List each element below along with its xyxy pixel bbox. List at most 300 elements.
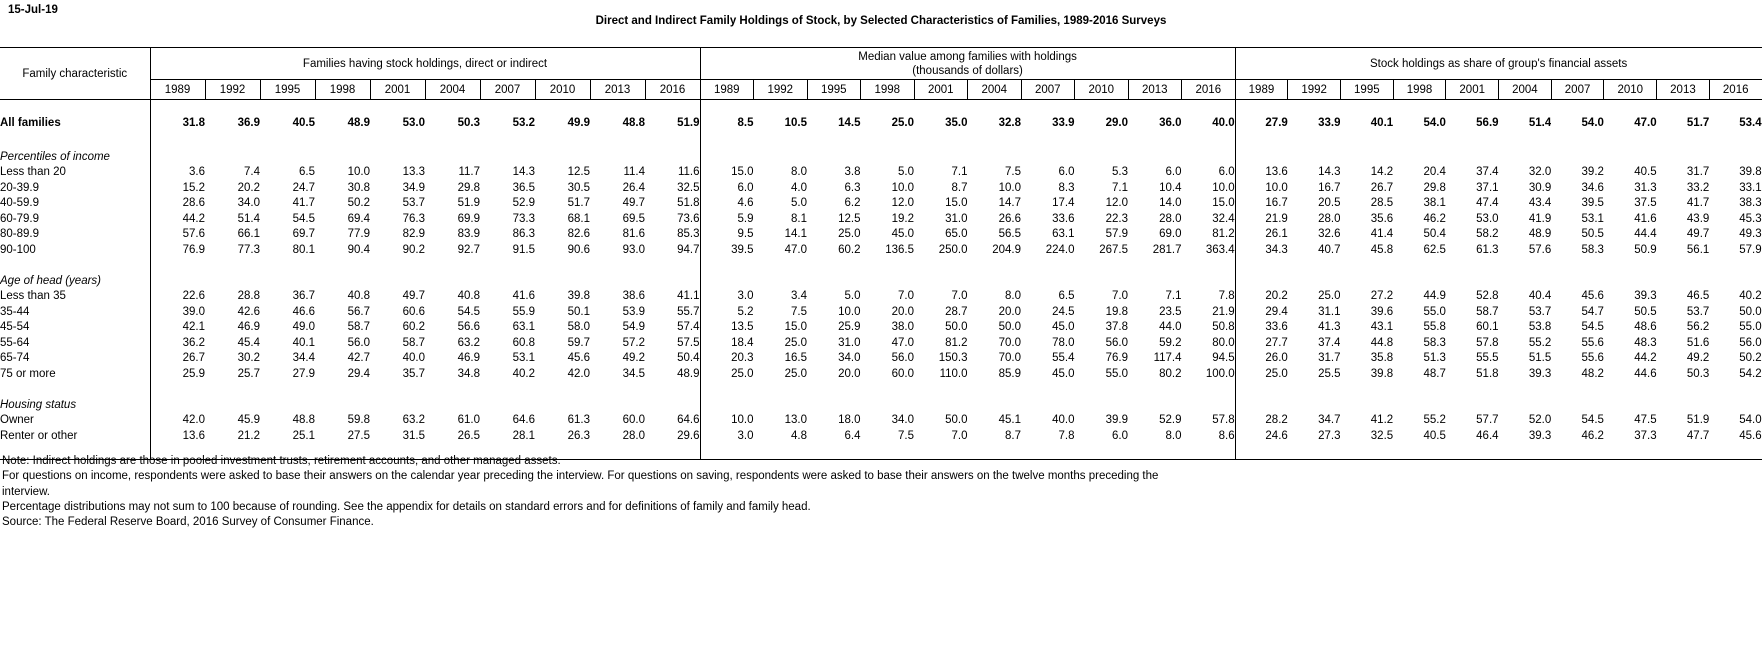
cell: 42.6 [237, 305, 260, 318]
cell: 33.6 [1235, 320, 1288, 336]
cell: 64.6 [677, 414, 700, 427]
cell: 15.0 [945, 197, 968, 210]
cell [1340, 100, 1393, 116]
table-row [0, 211, 1762, 227]
cell: 54.2 [1739, 367, 1762, 380]
cell: 54.5 [1581, 321, 1604, 334]
cell [425, 382, 480, 398]
cell: 25.0 [784, 367, 808, 380]
cell: 39.8 [1370, 367, 1394, 380]
cell: 6.0 [1165, 166, 1182, 179]
cell: 6.0 [1218, 166, 1235, 179]
cell [590, 258, 645, 274]
cell [370, 100, 425, 116]
cell: 12.0 [1105, 197, 1129, 210]
cell: 23.5 [1159, 305, 1182, 318]
cell: 8.7 [1005, 429, 1022, 442]
cell [754, 149, 808, 165]
cell: 57.8 [1476, 336, 1499, 349]
cell: 36.5 [512, 181, 535, 194]
cell [1235, 100, 1288, 116]
cell: 26.0 [1235, 351, 1288, 367]
cell: 51.8 [677, 197, 700, 210]
cell: 15.0 [1212, 197, 1235, 210]
cell [315, 273, 370, 289]
cell [1075, 149, 1129, 165]
cell [645, 100, 700, 116]
cell: 14.3 [512, 166, 535, 179]
cell: 37.5 [1634, 197, 1657, 210]
cell: 36.2 [150, 335, 205, 351]
cell: 13.3 [402, 166, 425, 179]
cell: 25.0 [838, 228, 861, 241]
cell: 8.0 [1165, 429, 1182, 442]
cell: 33.2 [1686, 181, 1710, 194]
cell: 82.9 [402, 228, 425, 241]
cell [425, 149, 480, 165]
cell [1075, 131, 1129, 149]
cell [1182, 258, 1236, 274]
cell: 58.3 [1423, 336, 1446, 349]
cell: 69.5 [622, 212, 645, 225]
cell [590, 100, 645, 116]
cell: 3.8 [844, 166, 861, 179]
cell: 44.8 [1370, 336, 1394, 349]
cell [1604, 444, 1657, 460]
cell [150, 273, 205, 289]
cell: 8.1 [791, 212, 808, 225]
cell: 13.0 [784, 414, 808, 427]
cell [1340, 258, 1393, 274]
cell [1446, 100, 1499, 116]
cell: 54.9 [622, 321, 645, 334]
year-header: 1989 [1235, 80, 1288, 100]
cell: 29.4 [347, 367, 370, 380]
cell: 60.1 [1476, 321, 1499, 334]
cell [1709, 149, 1762, 165]
cell: 51.3 [1423, 352, 1446, 365]
year-header: 2001 [914, 80, 968, 100]
cell: 250.0 [938, 243, 968, 256]
cell [1021, 149, 1075, 165]
cell: 40.5 [1634, 166, 1657, 179]
cell: 60.2 [402, 321, 425, 334]
cell: 50.5 [1581, 228, 1604, 241]
cell [1393, 382, 1446, 398]
cell [861, 397, 915, 413]
cell: 51.7 [567, 197, 590, 210]
cell [1393, 131, 1446, 149]
cell: 150.3 [938, 352, 968, 365]
cell: 20.3 [700, 351, 754, 367]
cell [260, 100, 315, 116]
cell [1340, 382, 1393, 398]
cell: 65.0 [945, 228, 968, 241]
cell [1235, 149, 1288, 165]
cell: 56.0 [1105, 336, 1129, 349]
cell [205, 382, 260, 398]
cell: 25.0 [1318, 290, 1341, 303]
cell: 32.0 [1528, 166, 1552, 179]
cell [807, 397, 861, 413]
cell [205, 100, 260, 116]
year-header: 1992 [205, 80, 260, 100]
cell: 53.7 [1686, 305, 1710, 318]
cell [754, 131, 808, 149]
cell: 70.0 [998, 352, 1022, 365]
table-row [0, 413, 1762, 429]
cell: 26.4 [622, 181, 645, 194]
cell [1182, 444, 1236, 460]
spacer-row [0, 258, 1762, 274]
cell: 20.4 [1423, 166, 1446, 179]
cell: 46.6 [292, 305, 315, 318]
cell: 45.4 [237, 336, 260, 349]
row-label: Owner [0, 413, 150, 429]
cell: 54.5 [292, 212, 315, 225]
cell: 60.0 [891, 367, 915, 380]
cell: 20.0 [838, 367, 861, 380]
cell: 80.1 [292, 243, 315, 256]
cell [1499, 273, 1552, 289]
cell [1182, 131, 1236, 149]
cell: 28.6 [150, 196, 205, 212]
cell [1499, 149, 1552, 165]
cell [1182, 100, 1236, 116]
cell [535, 382, 590, 398]
note-line: Note: Indirect holdings are those in pooled investment trusts, retirement accounts, and other managed assets. [2, 455, 561, 467]
cell: 6.0 [700, 180, 754, 196]
cell: 77.9 [347, 228, 370, 241]
cell [1393, 100, 1446, 116]
row-label: Less than 35 [0, 289, 150, 305]
table-row [0, 320, 1762, 336]
cell: 53.7 [1528, 305, 1552, 318]
cell: 28.8 [237, 290, 260, 303]
cell: 54.5 [457, 305, 480, 318]
cell: 47.5 [1634, 414, 1657, 427]
section-heading: Age of head (years) [0, 273, 150, 289]
cell: 26.7 [150, 351, 205, 367]
cell: 51.4 [237, 212, 260, 225]
cell: 47.0 [784, 243, 808, 256]
cell: 7.8 [1058, 429, 1075, 442]
cell: 39.9 [1105, 414, 1129, 427]
cell: 16.7 [1235, 196, 1288, 212]
cell [1075, 100, 1129, 116]
table-row [0, 227, 1762, 243]
cell: 59.2 [1159, 336, 1182, 349]
cell: 40.7 [1318, 243, 1341, 256]
cell: 26.7 [1370, 181, 1394, 194]
cell: 33.9 [1318, 117, 1341, 130]
group-title: Median value among families with holdings [858, 50, 1077, 63]
cell [1340, 444, 1393, 460]
cell [861, 149, 915, 165]
cell [1709, 444, 1762, 460]
cell: 25.7 [237, 367, 260, 380]
cell: 7.0 [951, 429, 968, 442]
cell: 8.3 [1058, 181, 1075, 194]
cell [535, 273, 590, 289]
row-label: 60-79.9 [0, 211, 150, 227]
cell: 34.0 [891, 414, 915, 427]
cell [205, 273, 260, 289]
cell: 69.4 [347, 212, 370, 225]
cell: 42.0 [150, 413, 205, 429]
year-header: 1989 [150, 80, 205, 100]
cell: 45.9 [237, 414, 260, 427]
cell: 136.5 [885, 243, 915, 256]
cell: 27.9 [292, 367, 315, 380]
cell: 57.5 [677, 336, 700, 349]
cell: 81.2 [1212, 228, 1235, 241]
cell [1657, 149, 1710, 165]
cell: 25.9 [150, 366, 205, 382]
cell [535, 131, 590, 149]
cell [700, 149, 754, 165]
spacer-row [0, 382, 1762, 398]
cell [150, 100, 205, 116]
cell: 51.8 [1476, 367, 1499, 380]
cell: 49.3 [1739, 228, 1762, 241]
cell: 14.2 [1370, 166, 1394, 179]
cell: 37.8 [1105, 321, 1129, 334]
cell [968, 382, 1022, 398]
cell: 78.0 [1052, 336, 1075, 349]
cell: 22.3 [1105, 212, 1129, 225]
cell [205, 131, 260, 149]
cell [754, 273, 808, 289]
cell: 24.7 [292, 181, 315, 194]
cell: 37.4 [1476, 166, 1499, 179]
cell: 46.5 [1686, 290, 1710, 303]
cell: 56.7 [347, 305, 370, 318]
cell [1075, 258, 1129, 274]
cell [260, 397, 315, 413]
cell: 51.7 [1686, 117, 1710, 130]
cell: 44.2 [150, 211, 205, 227]
cell: 50.2 [1739, 352, 1762, 365]
table-row [0, 242, 1762, 258]
cell: 34.0 [237, 197, 260, 210]
cell: 49.9 [567, 117, 590, 130]
cell [480, 100, 535, 116]
cell: 44.9 [1423, 290, 1446, 303]
cell: 4.8 [791, 429, 808, 442]
cell: 60.6 [402, 305, 425, 318]
cell: 8.0 [1005, 290, 1022, 303]
cell: 44.4 [1634, 228, 1657, 241]
cell: 62.5 [1423, 243, 1446, 256]
cell: 31.0 [838, 336, 861, 349]
cell [1551, 382, 1604, 398]
cell [861, 273, 915, 289]
report-date: 15-Jul-19 [8, 4, 58, 16]
cell [425, 258, 480, 274]
cell: 63.2 [402, 414, 425, 427]
cell: 51.9 [457, 197, 480, 210]
cell [1604, 131, 1657, 149]
cell: 10.5 [784, 117, 808, 130]
row-label: 20-39.9 [0, 180, 150, 196]
cell: 61.3 [1476, 243, 1499, 256]
cell: 6.3 [844, 181, 861, 194]
cell: 50.1 [567, 305, 590, 318]
cell: 60.8 [512, 336, 535, 349]
cell: 31.1 [1318, 305, 1341, 318]
cell: 7.8 [1218, 290, 1235, 303]
cell: 41.7 [292, 197, 315, 210]
cell [315, 258, 370, 274]
cell [1021, 100, 1075, 116]
cell [1340, 149, 1393, 165]
cell: 40.2 [1739, 290, 1762, 303]
cell: 49.7 [1686, 228, 1710, 241]
cell: 55.0 [1739, 321, 1762, 334]
cell: 25.5 [1318, 367, 1341, 380]
cell [1499, 131, 1552, 149]
row-label: 40-59.9 [0, 196, 150, 212]
cell: 40.2 [512, 367, 535, 380]
cell: 7.0 [898, 290, 915, 303]
cell [700, 397, 754, 413]
cell: 92.7 [457, 243, 480, 256]
cell [260, 273, 315, 289]
cell: 25.0 [784, 336, 808, 349]
cell: 55.8 [1423, 321, 1446, 334]
cell [968, 273, 1022, 289]
cell: 76.9 [1105, 352, 1129, 365]
row-label: 80-89.9 [0, 227, 150, 243]
cell [1393, 397, 1446, 413]
cell: 55.6 [1581, 352, 1604, 365]
cell [1182, 382, 1236, 398]
year-header: 1992 [754, 80, 808, 100]
cell: 40.0 [1212, 117, 1235, 130]
year-header: 2016 [1709, 80, 1762, 100]
cell [1551, 149, 1604, 165]
cell [645, 149, 700, 165]
cell: 46.2 [1581, 429, 1604, 442]
cell [1604, 149, 1657, 165]
cell: 28.2 [1235, 413, 1288, 429]
holdings-table [0, 47, 1762, 460]
year-header: 1998 [861, 80, 915, 100]
cell [645, 131, 700, 149]
cell: 10.0 [998, 181, 1022, 194]
note-line: For questions on income, respondents were asked to base their answers on the calendar year preceding the interview. For questions on saving, respondents were asked to base their answers on the twelve months preceding the [2, 470, 1159, 483]
cell: 31.3 [1634, 181, 1657, 194]
cell: 10.0 [1235, 180, 1288, 196]
cell [535, 100, 590, 116]
cell: 42.1 [150, 320, 205, 336]
year-header: 2016 [645, 80, 700, 100]
cell: 39.3 [1528, 367, 1552, 380]
cell [1551, 100, 1604, 116]
cell: 10.0 [347, 166, 370, 179]
table-row [0, 289, 1762, 305]
cell: 45.1 [998, 414, 1022, 427]
cell: 32.6 [1318, 228, 1341, 241]
cell [1604, 273, 1657, 289]
cell: 45.6 [1739, 429, 1762, 442]
cell: 7.5 [791, 305, 808, 318]
cell [315, 397, 370, 413]
group-header-row [0, 48, 1762, 80]
cell: 38.3 [1739, 197, 1762, 210]
cell: 19.8 [1105, 305, 1129, 318]
cell: 56.2 [1686, 321, 1710, 334]
cell [914, 131, 968, 149]
cell: 24.5 [1052, 305, 1075, 318]
cell: 69.0 [1159, 228, 1182, 241]
cell: 31.8 [150, 116, 205, 132]
cell: 34.9 [402, 181, 425, 194]
cell: 80.0 [1212, 336, 1235, 349]
cell [700, 258, 754, 274]
cell: 38.6 [622, 290, 645, 303]
cell [1235, 397, 1288, 413]
cell [1021, 397, 1075, 413]
cell: 57.8 [1212, 414, 1235, 427]
cell: 35.0 [945, 117, 968, 130]
table-row [0, 196, 1762, 212]
row-label: 90-100 [0, 242, 150, 258]
cell [914, 382, 968, 398]
cell: 20.0 [998, 305, 1022, 318]
cell: 41.4 [1370, 228, 1394, 241]
cell: 11.7 [458, 166, 480, 179]
cell: 33.6 [1052, 212, 1075, 225]
cell: 30.2 [237, 352, 260, 365]
spacer-row [0, 131, 1762, 149]
cell: 61.0 [457, 414, 480, 427]
cell: 19.2 [891, 212, 915, 225]
cell [1021, 131, 1075, 149]
cell [1446, 382, 1499, 398]
cell [1021, 382, 1075, 398]
cell [1075, 382, 1129, 398]
cell: 40.0 [1052, 414, 1075, 427]
cell: 37.1 [1476, 181, 1499, 194]
cell: 39.0 [150, 304, 205, 320]
cell: 14.5 [838, 117, 861, 130]
cell: 35.7 [402, 367, 425, 380]
cell: 41.7 [1686, 197, 1710, 210]
cell: 50.8 [1212, 321, 1235, 334]
cell: 40.5 [292, 117, 315, 130]
cell: 56.6 [457, 321, 480, 334]
cell: 55.0 [1423, 305, 1446, 318]
cell: 28.0 [1159, 212, 1182, 225]
cell: 41.6 [1634, 212, 1657, 225]
cell [645, 258, 700, 274]
cell: 39.5 [700, 242, 754, 258]
cell [968, 131, 1022, 149]
column-group-header-incidence [150, 48, 700, 80]
cell [150, 131, 205, 149]
cell: 50.4 [677, 352, 700, 365]
cell: 55.7 [677, 305, 700, 318]
cell: 29.4 [1235, 304, 1288, 320]
cell: 55.2 [1528, 336, 1552, 349]
cell [645, 382, 700, 398]
cell: 281.7 [1152, 243, 1182, 256]
section-heading-row [0, 149, 1762, 165]
cell: 10.0 [891, 181, 915, 194]
year-header: 2007 [480, 80, 535, 100]
